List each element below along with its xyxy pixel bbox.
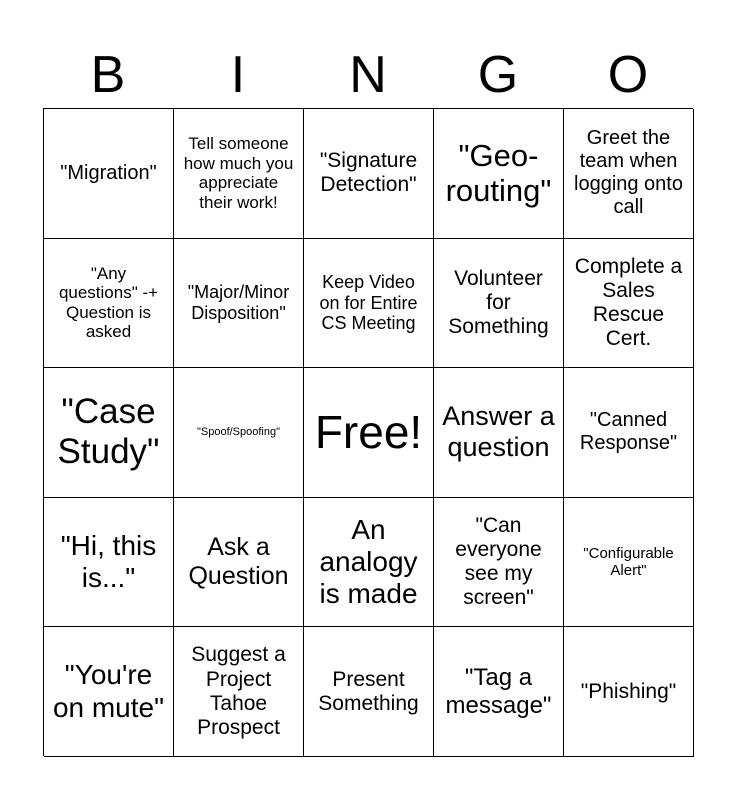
bingo-cell[interactable]: Answer a question — [434, 368, 564, 498]
bingo-cell[interactable]: Suggest a Project Tahoe Prospect — [174, 627, 304, 757]
bingo-cell[interactable]: "Phishing" — [564, 627, 694, 757]
bingo-cell[interactable]: Tell someone how much you appreciate their work! — [174, 109, 304, 239]
bingo-cell[interactable]: Greet the team when logging onto call — [564, 109, 694, 239]
bingo-cell[interactable]: "Tag a message" — [434, 627, 564, 757]
bingo-cell[interactable]: "Case Study" — [44, 368, 174, 498]
bingo-cell[interactable]: "You're on mute" — [44, 627, 174, 757]
bingo-cell[interactable]: "Geo-routing" — [434, 109, 564, 239]
bingo-cell[interactable]: Complete a Sales Rescue Cert. — [564, 239, 694, 369]
bingo-cell[interactable]: "Configurable Alert" — [564, 498, 694, 628]
free-space-cell[interactable]: Free! — [304, 368, 434, 498]
bingo-cell[interactable]: "Migration" — [44, 109, 174, 239]
bingo-cell[interactable]: "Signature Detection" — [304, 109, 434, 239]
bingo-cell[interactable]: "Canned Response" — [564, 368, 694, 498]
header-letter-o: O — [607, 46, 649, 104]
bingo-cell[interactable]: "Hi, this is..." — [44, 498, 174, 628]
bingo-cell[interactable]: "Any questions" -+ Question is asked — [44, 239, 174, 369]
bingo-cell[interactable]: "Can everyone see my screen" — [434, 498, 564, 628]
bingo-cell[interactable]: Volunteer for Something — [434, 239, 564, 369]
bingo-board — [43, 108, 693, 756]
header-letter-n: N — [349, 46, 387, 104]
bingo-cell[interactable]: Present Something — [304, 627, 434, 757]
bingo-cell[interactable]: Ask a Question — [174, 498, 304, 628]
bingo-header — [43, 42, 693, 108]
bingo-cell[interactable]: Keep Video on for Entire CS Meeting — [304, 239, 434, 369]
bingo-cell[interactable]: "Spoof/Spoofing" — [174, 368, 304, 498]
header-letter-i: I — [230, 46, 246, 104]
header-letter-g: G — [477, 46, 519, 104]
bingo-cell[interactable]: "Major/Minor Disposition" — [174, 239, 304, 369]
header-letter-b: B — [90, 46, 126, 104]
bingo-cell[interactable]: An analogy is made — [304, 498, 434, 628]
